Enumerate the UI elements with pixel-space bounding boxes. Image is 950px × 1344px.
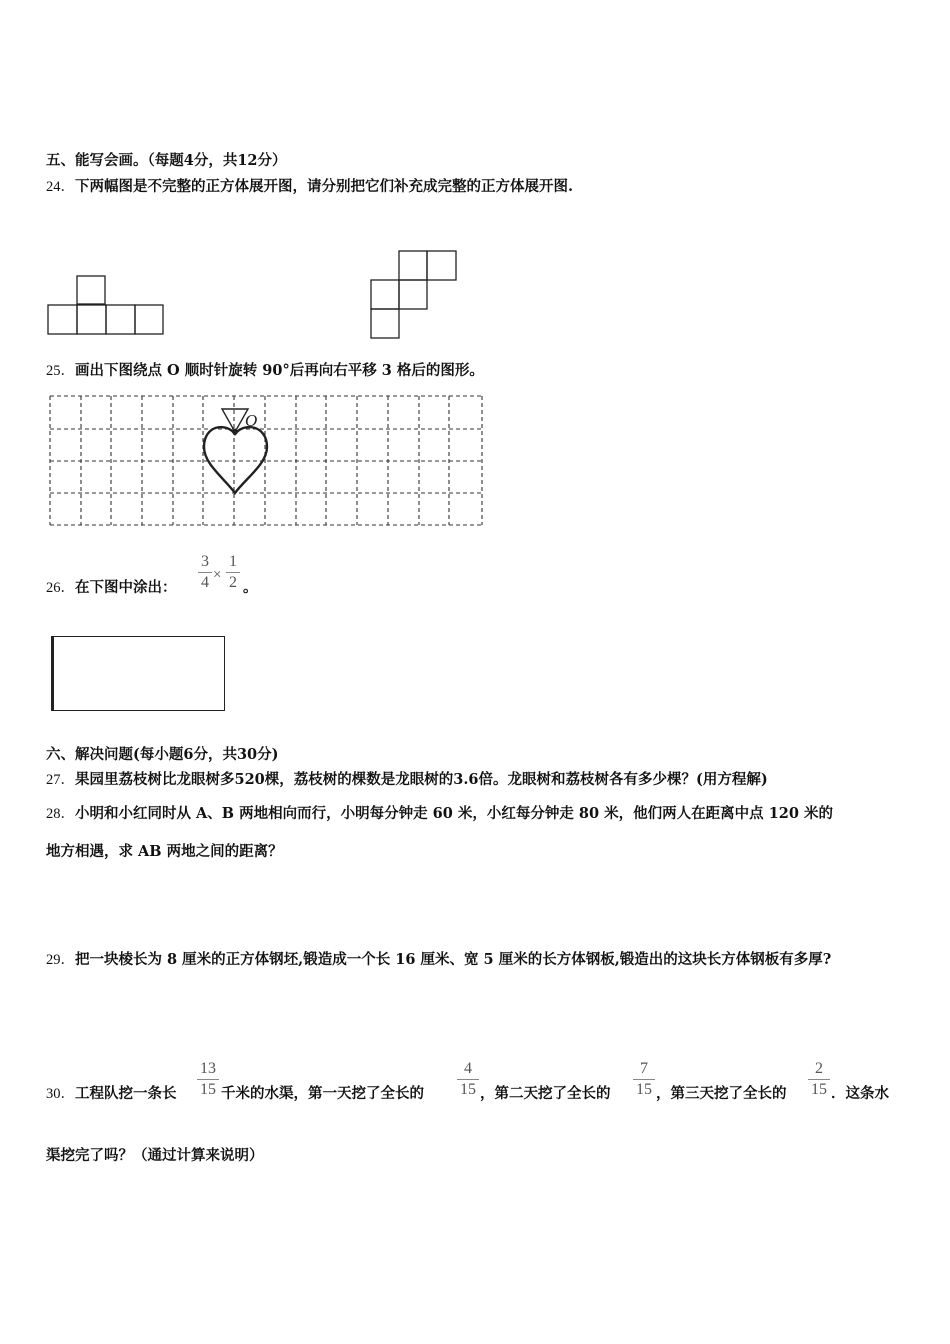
question-30-line-2: 渠挖完了吗？（通过计算来说明）: [46, 1147, 264, 1164]
times-sign: ×: [213, 567, 222, 583]
denominator: 15: [460, 1081, 476, 1098]
numerator: 1: [229, 553, 237, 570]
question-26: [46, 578, 177, 598]
question-24: [46, 177, 573, 197]
question-text: 千米的水渠，第一天挖了全长的: [221, 1085, 424, 1102]
heart-shape: [204, 427, 267, 493]
question-text: 下两幅图是不完整的正方体展开图，请分别把它们补充成完整的正方体展开图.: [75, 178, 574, 195]
question-text: ．这条水: [831, 1085, 889, 1102]
fraction-2-15: [808, 1060, 830, 1099]
fraction-4-15: [457, 1060, 479, 1099]
question-text: 果园里荔枝树比龙眼树多520棵，荔枝树的棵数是龙眼树的3.6倍。龙眼树和荔枝树各有多少棵？(用方程解): [75, 771, 768, 788]
cube-net-figure-1: [46, 274, 166, 336]
question-text: 把一块棱长为 8 厘米的正方体钢坯,锻造成一个长 16 厘米、宽 5 厘米的长方体钢板,锻造出的这块长方体钢板有多厚?: [75, 951, 832, 968]
question-28-line-2: 地方相遇，求 AB 两地之间的距离？: [46, 843, 283, 860]
dashed-grid-with-heart: [46, 392, 486, 532]
fraction-three-fourths: [198, 553, 212, 592]
section-six-title: 六、解决问题(每小题6分，共30分): [46, 746, 279, 763]
question-number: 29．: [46, 952, 75, 968]
numerator: 3: [201, 553, 209, 570]
question-27: [46, 770, 768, 790]
point-o-label: O: [245, 411, 258, 430]
question-text: 工程队挖一条长: [75, 1085, 177, 1102]
question-number: 24．: [46, 179, 75, 195]
numerator: 13: [200, 1060, 216, 1077]
question-28-line-1: [46, 804, 833, 824]
center-point: [232, 429, 238, 435]
question-26-end: 。: [243, 579, 258, 596]
question-25: [46, 361, 484, 381]
numerator: 2: [815, 1060, 823, 1077]
question-text: ，第三天挖了全长的: [656, 1085, 787, 1102]
fraction-13-15: [197, 1060, 219, 1099]
question-text: 画出下图绕点 O 顺时针旋转 90°后再向右平移 3 格后的图形。: [75, 362, 484, 379]
denominator: 4: [201, 574, 209, 591]
question-number: 27．: [46, 772, 75, 788]
question-number: 26．: [46, 580, 75, 596]
fraction-7-15: [633, 1060, 655, 1099]
fraction-one-half: [226, 553, 240, 592]
question-number: 28．: [46, 806, 75, 822]
cube-net-figure-2: [369, 249, 461, 341]
denominator: 15: [811, 1081, 827, 1098]
denominator: 2: [229, 574, 237, 591]
question-29: [46, 950, 831, 970]
shading-rectangle: [51, 636, 225, 711]
numerator: 4: [464, 1060, 472, 1077]
question-text: 在下图中涂出：: [75, 579, 177, 596]
question-number: 25．: [46, 363, 75, 379]
question-text: 小明和小红同时从 A、B 两地相向而行，小明每分钟走 60 米，小红每分钟走 80 米，他们两人在距离中点 120 米的: [75, 805, 834, 822]
question-text: ，第二天挖了全长的: [480, 1085, 611, 1102]
denominator: 15: [200, 1081, 216, 1098]
numerator: 7: [640, 1060, 648, 1077]
denominator: 15: [636, 1081, 652, 1098]
question-number: 30．: [46, 1086, 75, 1102]
section-five-title: 五、能写会画。（每题4分，共12分）: [46, 152, 287, 169]
question-30-line-1: [46, 1084, 177, 1104]
